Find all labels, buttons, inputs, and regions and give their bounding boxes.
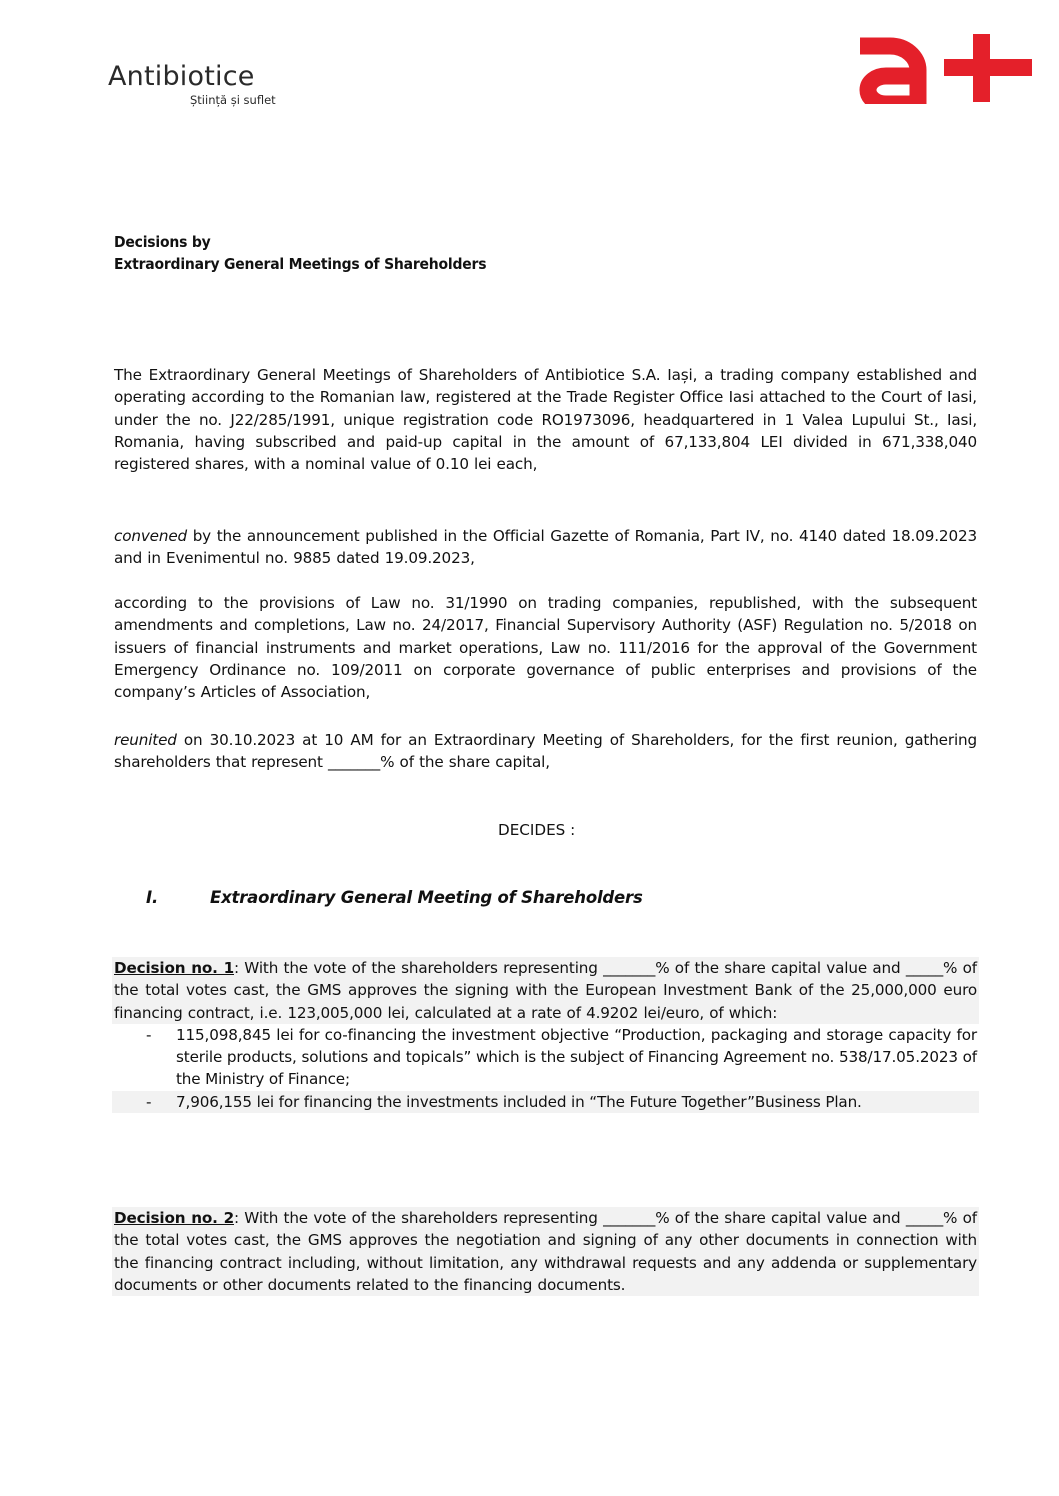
reunited-text: on 30.10.2023 at 10 AM for an Extraordinary Meeting of Shareholders, for the first reunion, gathering shareholders that represent _______% of the share capital, [114, 731, 977, 772]
bullet-dash: - [146, 1025, 152, 1044]
decision-2-text-block [112, 1207, 979, 1296]
reunited-paragraph [114, 729, 977, 774]
section-number: I. [146, 888, 159, 907]
bullet-text: 7,906,155 lei for financing the investments included in “The Future Together”Business Plan. [176, 1092, 862, 1111]
logo-tagline: Știință și suflet [190, 93, 276, 107]
decision-1-text-block [112, 957, 979, 1024]
decision-2 [112, 1207, 979, 1296]
decision-1-text: : With the vote of the shareholders representing _______% of the share capital value and _____% of the total votes cast, the GMS approves the signing with the European Investment Bank of the 25,000,000 euro financing contract, i.e. 123,005,000 lei, calculated at a rate of 4.9202 lei/euro, of which: [114, 959, 977, 1022]
heading-line-2: Extraordinary General Meetings of Shareholders [114, 255, 487, 273]
bullet-item [112, 1024, 979, 1091]
decides-heading: DECIDES : [498, 821, 576, 839]
bullet-text: 115,098,845 lei for co-financing the investment objective “Production, packaging and storage capacity for sterile products, solutions and topicals” which is the subject of Financing Agreement no. 538/17.05.2023 of the Ministry of Finance; [176, 1025, 977, 1089]
decision-2-text: : With the vote of the shareholders representing _______% of the share capital value and _____% of the total votes cast, the GMS approves the negotiation and signing of any other documents in connection with the financing contract including, without limitation, any withdrawal requests and any addenda or supplementary documents or other documents related to the financing documents. [114, 1209, 977, 1294]
section-title [146, 888, 643, 907]
reunited-word: reunited [114, 731, 177, 749]
document-heading [114, 231, 486, 275]
convened-word: convened [114, 527, 188, 545]
bullet-item [112, 1091, 979, 1113]
convened-text: by the announcement published in the Official Gazette of Romania, Part IV, no. 4140 dated 18.09.2023 and in Evenimentul no. 9885 dated 19.09.2023, [114, 527, 977, 568]
intro-paragraph: The Extraordinary General Meetings of Shareholders of Antibiotice S.A. Iași, a trading company established and operating according to the Romanian law, registered at the Trade Register Office Iasi attached to the Court of Iasi, under the no. J22/285/1991, unique registration code RO1973096, headquartered in 1 Valea Lupului St., Iasi, Romania, having subscribed and paid-up capital in the amount of 67,133,804 LEI divided in 671,338,040 registered shares, with a nominal value of 0.10 lei each, [114, 366, 977, 474]
section-title-text: Extraordinary General Meeting of Shareholders [210, 888, 643, 907]
bullet-dash: - [146, 1092, 152, 1111]
decision-1 [112, 957, 979, 1113]
decision-1-label: Decision no. 1 [114, 959, 234, 977]
antibiotice-logo [108, 62, 276, 107]
logo-name: Antibiotice [108, 61, 255, 92]
according-paragraph: according to the provisions of Law no. 31/1990 on trading companies, republished, with the subsequent amendments and completions, Law no. 24/2017, Financial Supervisory Authority (ASF) Regulation no. 5/2018 on issuers of financial instruments and market operations, Law no. 111/2016 for the approval of the Government Emergency Ordinance no. 109/2011 on corporate governance of public enterprises and provisions of the company’s Articles of Association, [114, 594, 977, 702]
decision-2-label: Decision no. 2 [114, 1209, 234, 1227]
heading-line-1: Decisions by [114, 233, 211, 251]
convened-paragraph [114, 525, 977, 570]
a-plus-logo-icon [852, 32, 1032, 104]
decision-1-bullets [112, 1024, 979, 1113]
